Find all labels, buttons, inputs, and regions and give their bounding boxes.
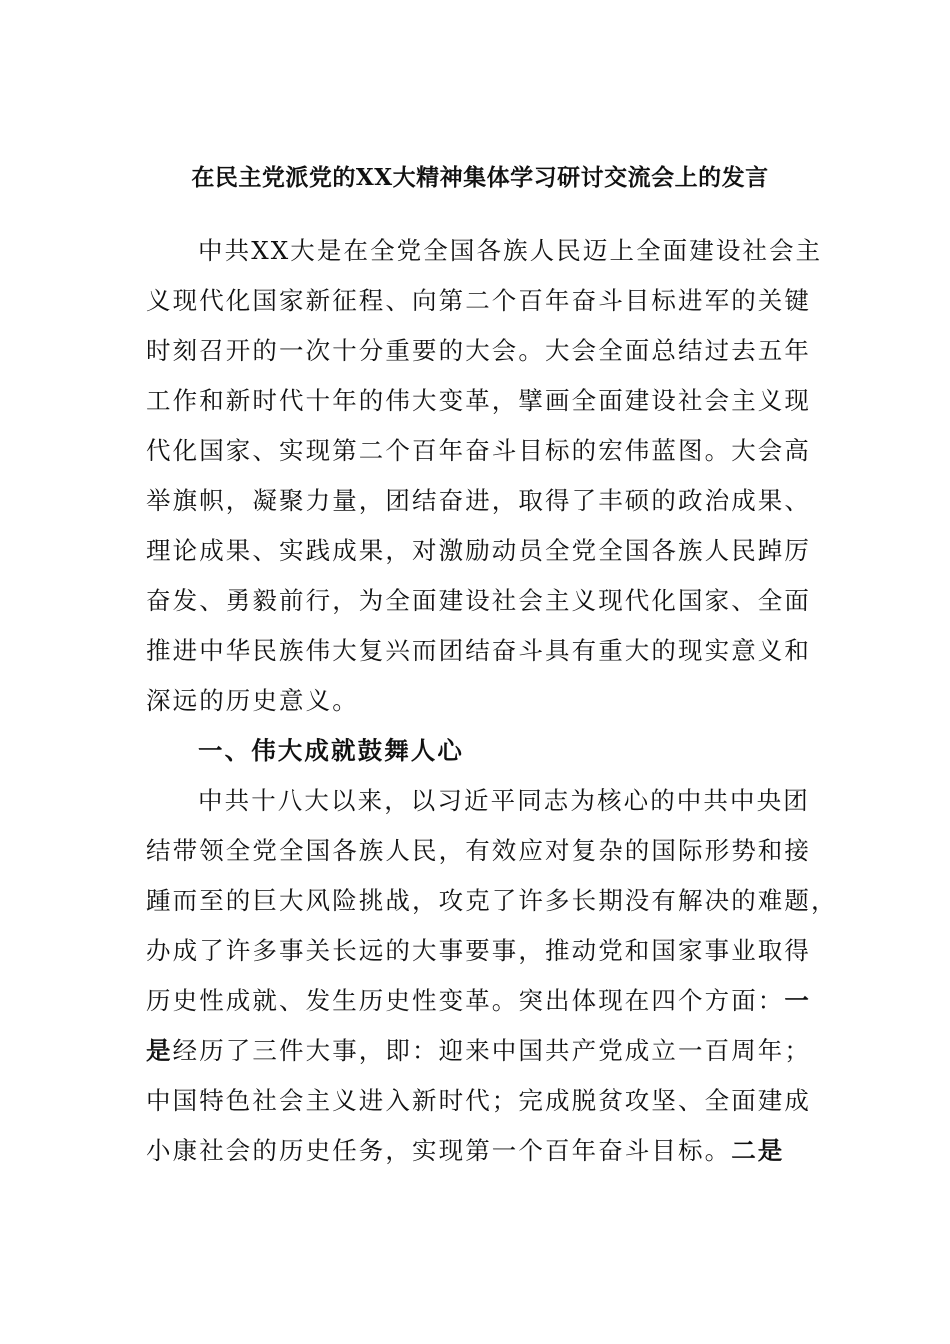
- paragraph-line: 结带领全党全国各族人民，有效应对复杂的国际形势和接: [146, 836, 811, 865]
- paragraph-line: 深远的历史意义。: [146, 686, 359, 715]
- paragraph-line: 义现代化国家新征程、向第二个百年奋斗目标进军的关键: [146, 286, 811, 315]
- paragraph-line: 代化国家、实现第二个百年奋斗目标的宏伟蓝图。大会高: [146, 436, 811, 465]
- section-heading: 一、伟大成就鼓舞人心: [198, 736, 464, 765]
- emphasis-text: 是: [146, 1036, 173, 1065]
- emphasis-text: 二是: [731, 1136, 785, 1165]
- document-title: 在民主党派党的XX大精神集体学习研讨交流会上的发言: [191, 164, 769, 191]
- paragraph-line: [146, 1029, 811, 1073]
- paragraph-line: 中共XX大是在全党全国各族人民迈上全面建设社会主: [198, 236, 823, 265]
- paragraph-line: 中共十八大以来，以习近平同志为核心的中共中央团: [198, 786, 810, 815]
- paragraph-line: 理论成果、实践成果，对激励动员全党全国各族人民踔厉: [146, 536, 811, 565]
- paragraph-line: 工作和新时代十年的伟大变革，擘画全面建设社会主义现: [146, 386, 811, 415]
- paragraph-line: [146, 1129, 784, 1173]
- paragraph-text: 小康社会的历史任务，实现第一个百年奋斗目标。: [146, 1136, 732, 1165]
- paragraph-line: 中国特色社会主义进入新时代；完成脱贫攻坚、全面建成: [146, 1086, 811, 1115]
- paragraph-line: 推进中华民族伟大复兴而团结奋斗具有重大的现实意义和: [146, 636, 811, 665]
- paragraph-line: 办成了许多事关长远的大事要事，推动党和国家事业取得: [146, 936, 811, 965]
- paragraph-text: 经历了三件大事，即：迎来中国共产党成立一百周年；: [172, 1036, 812, 1065]
- paragraph-line: 奋发、勇毅前行，为全面建设社会主义现代化国家、全面: [146, 586, 811, 615]
- paragraph-text: 历史性成就、发生历史性变革。突出体现在四个方面：: [146, 986, 785, 1015]
- paragraph-line: 踵而至的巨大风险挑战，攻克了许多长期没有解决的难题，: [146, 886, 838, 915]
- paragraph-line: 时刻召开的一次十分重要的大会。大会全面总结过去五年: [146, 336, 811, 365]
- emphasis-text: 一: [784, 986, 812, 1015]
- paragraph-line: 举旗帜，凝聚力量，团结奋进，取得了丰硕的政治成果、: [146, 486, 811, 515]
- paragraph-line: [146, 979, 811, 1023]
